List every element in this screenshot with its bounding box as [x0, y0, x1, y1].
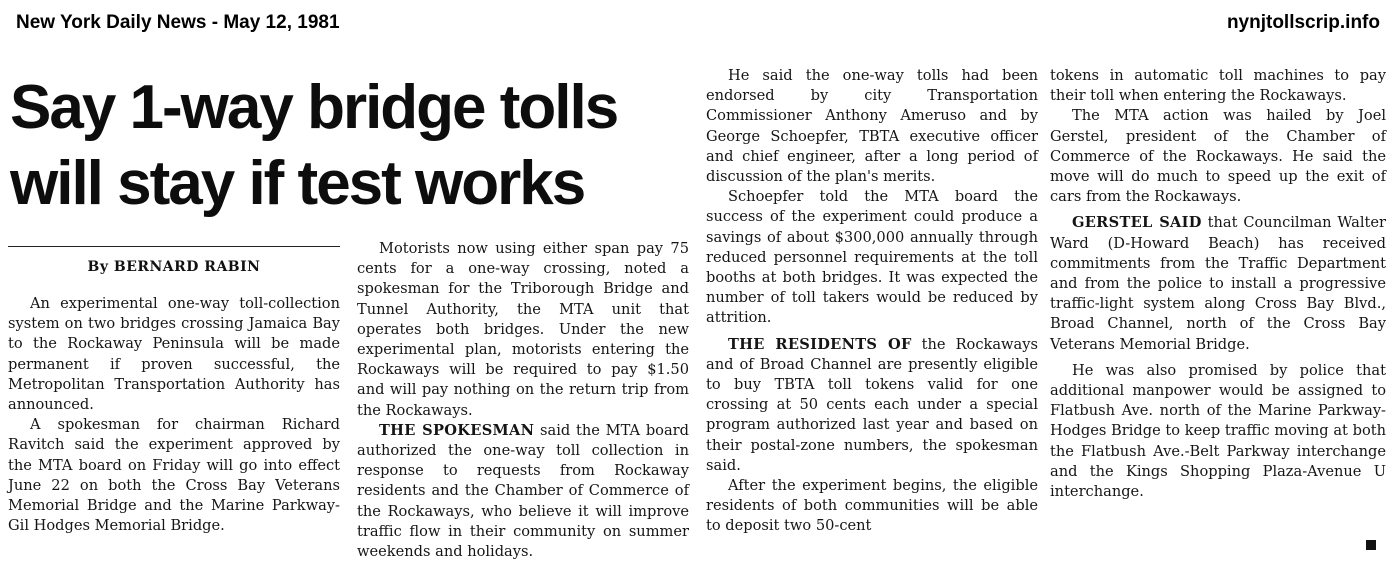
paragraph: He was also promised by police that additional manpower would be assigned to Flatbush Ave. north of the Marine Parkway-Hodges Bridge to keep traffic moving at both the Flatbush Ave.-Belt Parkway interchange and the Kings Shopping Plaza-Avenue U interchange.	[1050, 361, 1386, 501]
paragraph-text: that Councilman Walter Ward (D-Howard Beach) has received commitments from the Traffic Department and from the police to install a progressive traffic-light system along Cross Bay Blvd., Broad Channel, north of the Cross Bay Veterans Memorial Bridge.	[1050, 214, 1386, 353]
byline: By BERNARD RABIN	[87, 259, 261, 275]
section-kicker: THE RESIDENTS OF	[728, 335, 912, 353]
article-column-4	[1050, 66, 1386, 502]
paragraph-text: the Rockaways and of Broad Channel are presently eligible to buy TBTA toll tokens valid for one crossing at 50 cents each under a special program authorized last year and based on their postal-zone numbers, the spokesman said.	[706, 335, 1038, 474]
paragraph: A spokesman for chairman Richard Ravitch said the experiment approved by the MTA board on Friday will go into effect June 22 on both the Cross Bay Veterans Memorial Bridge and the Marine Parkway-Gil Hodges Memorial Bridge.	[8, 416, 340, 535]
paragraph: After the experiment begins, the eligible residents of both communities will be able to deposit two 50-cent	[706, 477, 1038, 535]
article-column-3	[706, 66, 1038, 537]
article-column-1	[8, 294, 340, 536]
paragraph	[706, 335, 1038, 476]
site-url: nynjtollscrip.info	[1226, 12, 1380, 33]
paragraph-text: said the MTA board authorized the one-way toll collection in response to requests from Rockaway residents and the Chamber of Commerce of the Rockaways, who believe it will improve traffic flow in their community on summer weekends and holidays.	[357, 421, 689, 561]
paragraph	[357, 421, 689, 562]
section-kicker: THE SPOKESMAN	[379, 421, 535, 439]
end-mark	[1366, 540, 1376, 550]
source-line: New York Daily News - May 12, 1981	[16, 12, 340, 33]
headline: Say 1-way bridge tolls will stay if test works	[10, 73, 618, 219]
paragraph: Schoepfer told the MTA board the success of the experiment could produce a savings of about $300,000 annually through reduced personnel requirements at the toll booths at both bridges. It was expected the number of toll takers would be reduced by attrition.	[706, 188, 1038, 327]
paragraph: tokens in automatic toll machines to pay their toll when entering the Rockaways.	[1050, 67, 1386, 105]
byline-block	[8, 246, 340, 275]
article-column-2	[357, 239, 689, 562]
paragraph: Motorists now using either span pay 75 cents for a one-way crossing, noted a spokesman for the Triborough Bridge and Tunnel Authority, the MTA unit that operates both bridges. Under the new experimental plan, motorists entering the Rockaways will be required to pay $1.50 and will pay nothing on the return trip from the Rockaways.	[357, 240, 689, 419]
paragraph: He said the one-way tolls had been endorsed by city Transportation Commissioner Anthony Ameruso and by George Schoepfer, TBTA executive officer and chief engineer, after a long period of discussion of the plan's merits.	[706, 67, 1038, 186]
paragraph: An experimental one-way toll-collection system on two bridges crossing Jamaica Bay to the Rockaway Peninsula will be made permanent if proven successful, the Metropolitan Transportation Authority has announced.	[8, 295, 340, 414]
paragraph	[1050, 213, 1386, 354]
section-kicker: GERSTEL SAID	[1072, 214, 1202, 232]
top-bar	[0, 0, 1400, 52]
paragraph: The MTA action was hailed by Joel Gerstel, president of the Chamber of Commerce of the Rockaways. He said the move will do much to speed up the exit of cars from the Rockaways.	[1050, 107, 1386, 206]
